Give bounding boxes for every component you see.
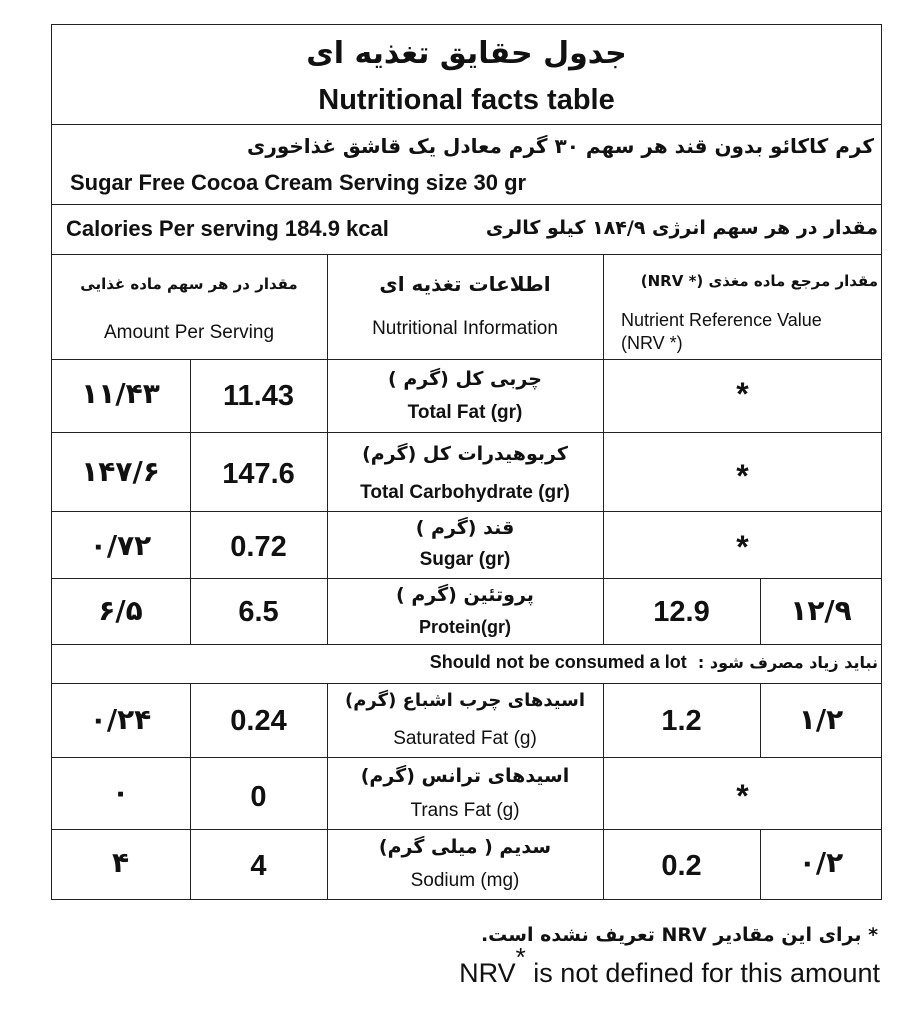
info-header-fa: اطلاعات تغذیه ای [379,272,551,296]
warning-en: Should not be consumed a lot [429,652,687,672]
nrv-header-en-line1: Nutrient Reference Value [621,310,822,330]
nrv-header-fa: مقدار مرجع ماده مغذی (* NRV) [640,272,878,290]
nrv-value-fa: ۰/۲ [798,846,844,879]
divider [51,254,882,255]
warning-row [430,652,878,673]
amount-fa: ۰/۲۴ [89,703,152,736]
divider [51,644,882,645]
nrv-value: 0.2 [661,850,702,882]
nutrient-name-en: Total Fat (gr) [407,402,523,423]
nrv-undefined-star: * [736,529,749,565]
divider [327,683,328,900]
nutrient-name-fa: اسیدهای ترانس (گرم) [360,765,570,787]
divider [51,757,882,758]
divider [51,124,882,125]
title-en: Nutritional facts table [318,84,615,116]
footnote-star: * [515,942,526,972]
nutrient-name-fa: سدیم ( میلی گرم) [378,836,552,858]
footnote-en [459,942,880,989]
amount-value: 147.6 [222,458,295,490]
amount-fa: ۶/۵ [98,594,143,627]
divider [51,359,882,360]
nrv-value: 12.9 [653,596,710,628]
amount-fa: ۰ [111,776,130,809]
footnote-nrv: NRV [459,958,516,988]
amount-value: 0.24 [230,705,287,737]
divider [51,204,882,205]
amount-fa: ۴ [111,846,130,879]
calories-en: Calories Per serving 184.9 kcal [66,216,389,241]
nutrient-name-fa: کربوهیدرات کل (گرم) [362,443,568,465]
footnote-text: is not defined for this amount [533,958,880,988]
info-header-en: Nutritional Information [372,318,558,339]
amount-fa: ۰/۷۲ [89,529,152,562]
amount-header-en: Amount Per Serving [103,322,275,343]
amount-value: 11.43 [223,380,294,412]
amount-value: 0.72 [230,531,287,563]
nutrient-name-fa: چربی کل (گرم ) [388,368,542,390]
calories-fa: مقدار در هر سهم انرژی ۱۸۴/۹ کیلو کالری [485,217,878,239]
divider [51,511,882,512]
nrv-value: 1.2 [661,705,702,737]
product-fa: کرم کاکائو بدون قند هر سهم ۳۰ گرم معادل یک قاشق غذاخوری [247,134,874,158]
title-fa: جدول حقایق تغذیه ای [306,36,627,71]
nrv-undefined-star: * [736,376,749,412]
nutrient-name-fa: قند (گرم ) [415,517,515,539]
amount-fa: ۱۴۷/۶ [81,455,160,488]
divider [603,254,604,644]
nutrient-name-en: Sodium (mg) [410,870,520,891]
nutrient-name-fa: اسیدهای چرب اشباع (گرم) [345,690,585,711]
nrv-undefined-star: * [736,458,749,494]
nrv-value-fa: ۱۲/۹ [790,594,852,627]
divider [51,578,882,579]
nutrient-name-en: Sugar (gr) [419,549,511,570]
divider [51,829,882,830]
product-en: Sugar Free Cocoa Cream Serving size 30 gr [70,170,527,195]
nrv-value-fa: ۱/۲ [798,703,844,736]
amount-header-fa: مقدار در هر سهم ماده غذایی [80,275,298,293]
nutrient-name-en: Trans Fat (g) [410,800,520,821]
divider [51,432,882,433]
amount-value: 4 [250,850,267,882]
nrv-undefined-star: * [736,778,749,814]
amount-value: 6.5 [238,596,279,628]
nutrient-name-fa: پروتئین (گرم ) [396,584,534,606]
warning-fa: نباید زیاد مصرف شود : [697,653,878,672]
footnote-fa: * برای این مقادیر NRV تعریف نشده است. [480,924,878,946]
divider [51,683,882,684]
nutrient-name-en: Total Carbohydrate (gr) [360,482,570,503]
nutrient-name-en: Protein(gr) [419,617,511,637]
amount-fa: ۱۱/۴۳ [81,377,160,410]
nutrient-name-en: Saturated Fat (g) [393,728,537,749]
nrv-header-en-line2: (NRV *) [621,333,683,353]
amount-value: 0 [250,781,267,813]
